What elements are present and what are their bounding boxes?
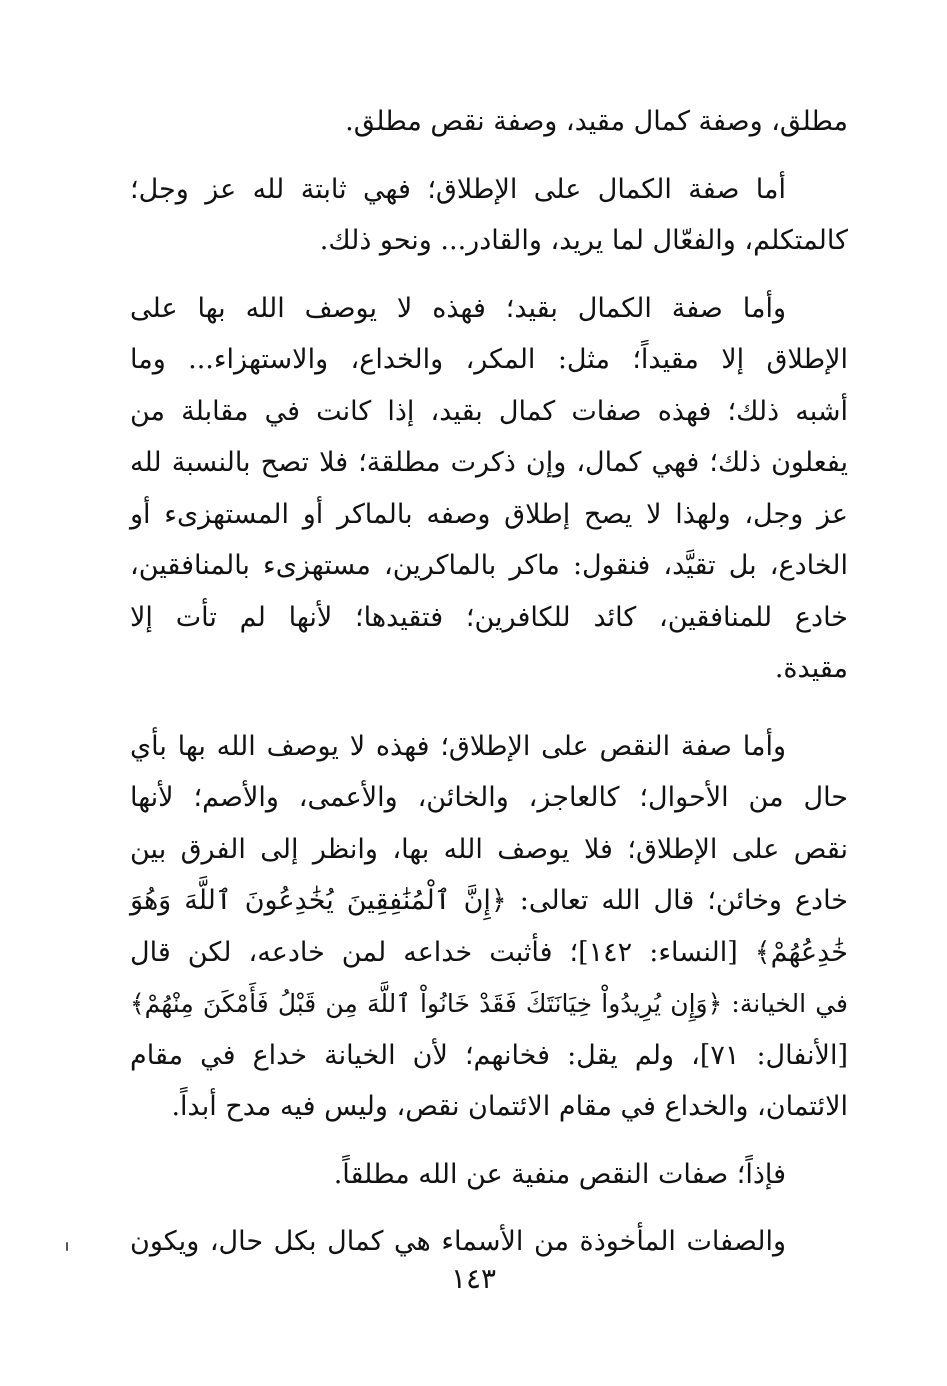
text-line: مقيدة. — [774, 653, 848, 684]
paragraph-5 — [130, 1149, 848, 1201]
quran-verse-line: في الخيانة: ﴿وَإِن يُرِيدُواْ خِيَانَتَكَ فَقَدْ خَانُواْ ٱللَّهَ مِن قَبْلُ فَأَمْكَنَ مِنْهُمْ﴾ — [130, 989, 848, 1018]
text-line: والصفات المأخوذة من الأسماء هي كمال بكل حال، ويكون — [130, 1226, 786, 1257]
text-line: وأما صفة الكمال بقيد؛ فهذه لا يوصف الله بها على — [130, 292, 786, 324]
text-line: يفعلون ذلك؛ فهي كمال، وإن ذكرت مطلقة؛ فلا تصح بالنسبة لله — [130, 447, 848, 478]
paragraph-4 — [130, 721, 848, 1133]
quran-verse-line: خَٰدِعُهُمْ﴾ [النساء: ١٤٢]؛ فأثبت خداعه لمن خادعه، لكن قال — [130, 936, 848, 968]
page-body — [130, 96, 848, 1268]
quran-verse-line: خادع وخائن؛ قال الله تعالى: ﴿إِنَّ ٱلْمُنَٰفِقِينَ يُخَٰدِعُونَ ٱللَّهَ وَهُوَ — [130, 885, 848, 916]
text-line: الإطلاق إلا مقيداً؛ مثل: المكر، والخداع، والاستهزاء... وما — [130, 344, 848, 375]
text-line: أشبه ذلك؛ فهذه صفات كمال بقيد، إذا كانت في مقابلة من — [130, 395, 848, 427]
text-line: عز وجل، ولهذا لا يصح إطلاق وصفه بالماكر أو المستهزىء أو — [130, 498, 848, 530]
text-line: وأما صفة النقص على الإطلاق؛ فهذه لا يوصف الله بها بأي — [130, 730, 786, 762]
paragraph-6 — [130, 1216, 848, 1268]
paragraph-3 — [130, 283, 848, 695]
text-line: أما صفة الكمال على الإطلاق؛ فهي ثابتة لله عز وجل؛ — [130, 173, 786, 205]
text-line: فإذاً؛ صفات النقص منفية عن الله مطلقاً. — [333, 1158, 786, 1190]
paragraph-2 — [130, 164, 848, 267]
text-line: مطلق، وصفة كمال مقيد، وصفة نقص مطلق. — [345, 106, 848, 137]
text-line: نقص على الإطلاق؛ فلا يوصف الله بها، وانظر إلى الفرق بين — [130, 833, 848, 865]
text-line: الائتمان، والخداع في مقام الائتمان نقص، وليس فيه مدح أبداً. — [171, 1091, 848, 1122]
text-line: [الأنفال: ٧١]، ولم يقل: فخانهم؛ لأن الخيانة خداع في مقام — [130, 1039, 848, 1071]
text-line: خادع للمنافقين، كائد للكافرين؛ فتقيدها؛ لأنها لم تأت إلا — [130, 601, 848, 633]
text-line: الخادع، بل تقيَّد، فنقول: ماكر بالماكرين، مستهزىء بالمنافقين، — [130, 550, 848, 581]
text-line: كالمتكلم، والفعّال لما يريد، والقادر... ونحو ذلك. — [319, 225, 848, 256]
page-number: ١٤٣ — [450, 1262, 497, 1295]
text-line: حال من الأحوال؛ كالعاجز، والخائن، والأعمى، والأصم؛ لأنها — [130, 782, 848, 813]
scan-speck — [66, 1242, 68, 1251]
paragraph-1 — [130, 96, 848, 148]
